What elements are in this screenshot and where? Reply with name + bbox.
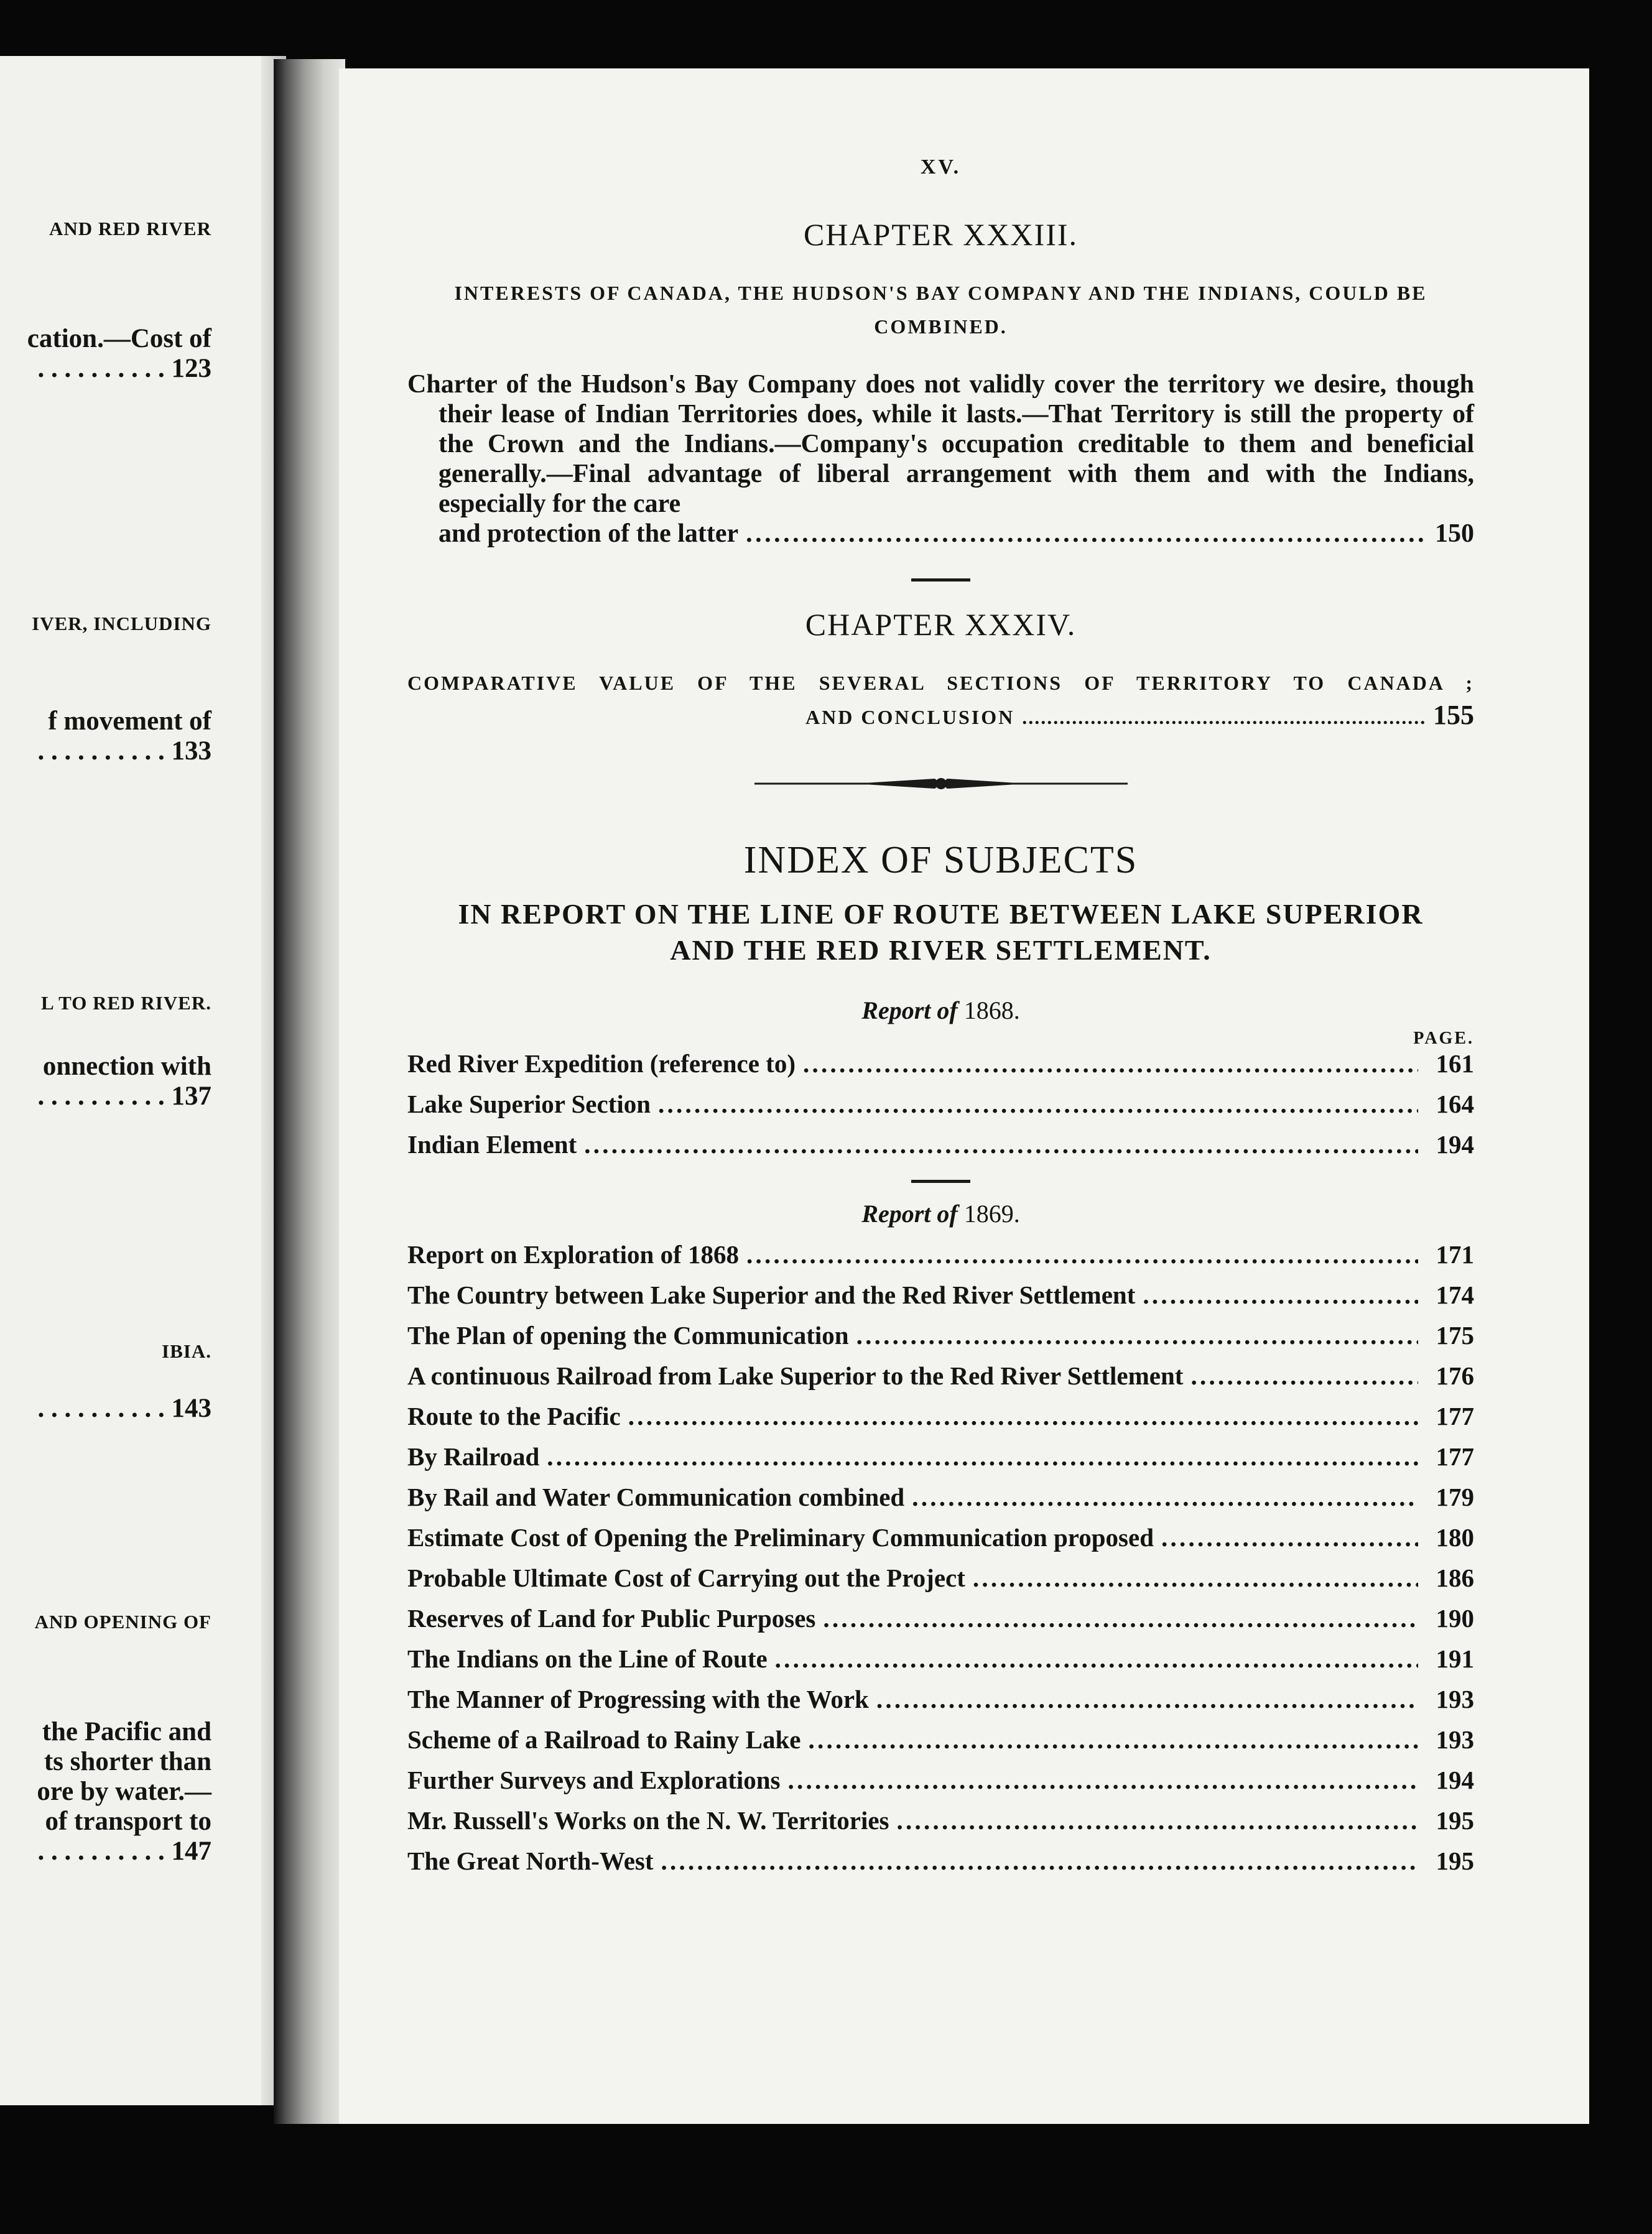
dot-leader <box>658 1084 1418 1124</box>
index-entry <box>407 1084 1474 1124</box>
index-entry-title: Probable Ultimate Cost of Carrying out the Project <box>407 1564 965 1592</box>
index-entry-page: 190 <box>1436 1604 1474 1633</box>
left-page-line: AND OPENING OF <box>34 1611 211 1633</box>
index-entry-title: Further Surveys and Explorations <box>407 1766 781 1794</box>
index-entry-page: 191 <box>1436 1644 1474 1673</box>
index-entry-page: 194 <box>1436 1130 1474 1159</box>
left-page-line: . . . . . . . . . . 137 <box>37 1082 211 1111</box>
chapter-34-subtitle-line2-text: AND CONCLUSION <box>805 706 1015 728</box>
dot-leader <box>856 1315 1418 1356</box>
dot-leader <box>628 1396 1418 1437</box>
index-entry <box>407 1801 1474 1841</box>
index-entry-page: 164 <box>1436 1090 1474 1118</box>
index-entry-title: By Railroad <box>407 1442 540 1471</box>
index-entry <box>407 1679 1474 1720</box>
index-entry-title: A continuous Railroad from Lake Superior to the Red River Settlement <box>407 1361 1184 1390</box>
index-entry-page: 177 <box>1436 1402 1474 1430</box>
index-entry <box>407 1275 1474 1315</box>
dot-leader <box>788 1760 1418 1801</box>
index-entry-title: Indian Element <box>407 1130 577 1159</box>
dot-leader <box>808 1720 1418 1760</box>
page-column-label: PAGE. <box>1413 1029 1474 1048</box>
page-content <box>407 155 1474 1881</box>
left-page-line: L TO RED RIVER. <box>41 992 211 1014</box>
index-section <box>407 838 1474 1881</box>
dot-leader <box>1022 702 1426 733</box>
index-subtitle-line2: AND THE RED RIVER SETTLEMENT. <box>670 934 1212 966</box>
chapter-34-section <box>407 606 1474 733</box>
index-entry <box>407 1477 1474 1518</box>
chapter-33-title: CHAPTER XXXIII. <box>803 217 1079 252</box>
index-entry <box>407 1518 1474 1558</box>
section-divider <box>911 578 970 582</box>
dot-leader <box>897 1801 1418 1841</box>
index-entry-title: The Great North-West <box>407 1847 654 1875</box>
dot-leader <box>584 1124 1418 1165</box>
dot-leader <box>746 519 1427 549</box>
dot-leader <box>1161 1518 1418 1558</box>
index-entry-page: 175 <box>1436 1321 1474 1350</box>
chapter-34-subtitle-line1: COMPARATIVE VALUE OF THE SEVERAL SECTIONS OF TERRITORY TO CANADA ; <box>407 672 1474 694</box>
index-entry <box>407 1720 1474 1760</box>
dot-leader <box>823 1598 1418 1639</box>
index-entry-page: 177 <box>1436 1442 1474 1471</box>
index-entry-page: 195 <box>1436 1806 1474 1835</box>
left-page-line: f movement of <box>48 707 211 736</box>
report-1869-heading <box>407 1199 1474 1228</box>
index-entry-page: 194 <box>1436 1766 1474 1794</box>
dot-leader <box>1143 1275 1418 1315</box>
left-page-line: cation.—Cost of <box>27 324 211 353</box>
ornament-divider-icon <box>754 771 1128 796</box>
index-entry-title: By Rail and Water Communication combined <box>407 1483 905 1511</box>
report-1869-entries <box>407 1235 1474 1881</box>
index-entry-title: Lake Superior Section <box>407 1090 651 1118</box>
index-entry <box>407 1760 1474 1801</box>
index-entry-title: The Plan of opening the Communication <box>407 1321 849 1350</box>
chapter-33-body: Charter of the Hudson's Bay Company does not validly cover the territory we desire, though their lease of Indian Territories does, while it lasts.—That Territory is still the property of the Crown and the Indians.—Company's occupation creditable to them and beneficial generally.—Final advantage of liberal arrangement with them and with the Indians, especially for the care <box>407 370 1474 518</box>
index-entry-title: Scheme of a Railroad to Rainy Lake <box>407 1725 801 1754</box>
dot-leader <box>661 1841 1418 1881</box>
index-entry-title: Red River Expedition (reference to) <box>407 1049 796 1078</box>
index-entry-page: 186 <box>1436 1564 1474 1592</box>
dot-leader <box>746 1235 1418 1275</box>
index-entry-title: The Manner of Progressing with the Work <box>407 1685 869 1713</box>
left-page-line: of transport to <box>45 1807 211 1836</box>
report-1869-label: Report of <box>861 1200 958 1228</box>
chapter-34-page: 155 <box>1433 700 1474 730</box>
index-entry-title: Route to the Pacific <box>407 1402 621 1430</box>
chapter-34-title: CHAPTER XXXIV. <box>805 607 1077 642</box>
left-page-line: . . . . . . . . . . 147 <box>37 1837 211 1866</box>
index-entry-page: 180 <box>1436 1523 1474 1552</box>
left-page-fragment <box>0 56 286 2105</box>
index-entry-title: The Country between Lake Superior and the Red River Settlement <box>407 1281 1136 1309</box>
index-entry-page: 176 <box>1436 1361 1474 1390</box>
dot-leader <box>973 1558 1418 1598</box>
index-entry <box>407 1639 1474 1679</box>
right-page <box>339 68 1589 2124</box>
page-number: XV. <box>920 155 962 178</box>
report-1868-label: Report of <box>861 996 958 1024</box>
index-entry-title: Reserves of Land for Public Purposes <box>407 1604 816 1633</box>
chapter-33-section <box>407 216 1474 549</box>
index-title: INDEX OF SUBJECTS <box>743 839 1138 881</box>
left-page-line: IBIA. <box>162 1340 211 1362</box>
index-entry-page: 179 <box>1436 1483 1474 1511</box>
index-subtitle <box>407 896 1474 968</box>
left-page-line: AND RED RIVER <box>49 218 211 239</box>
index-entry <box>407 1558 1474 1598</box>
report-1868-entries <box>407 1044 1474 1165</box>
report-1868-year: 1868. <box>963 996 1020 1024</box>
left-page-line: onnection with <box>42 1052 211 1081</box>
chapter-33-last-line-text: and protection of the latter <box>439 519 739 548</box>
index-entry-title: The Indians on the Line of Route <box>407 1644 768 1673</box>
chapter-33-last-line <box>407 519 1474 549</box>
index-entry <box>407 1235 1474 1275</box>
left-page-line: ore by water.— <box>37 1777 211 1806</box>
chapter-33-page: 150 <box>1435 519 1474 548</box>
index-entry <box>407 1124 1474 1165</box>
left-page-line: . . . . . . . . . . 143 <box>37 1394 211 1423</box>
index-entry-page: 193 <box>1436 1725 1474 1754</box>
chapter-33-subtitle: INTERESTS OF CANADA, THE HUDSON'S BAY COMPANY AND THE INDIANS, COULD BE COMBINED. <box>454 282 1427 338</box>
dot-leader <box>1190 1356 1418 1396</box>
left-page-line: IVER, INCLUDING <box>32 613 211 634</box>
index-subtitle-line1: IN REPORT ON THE LINE OF ROUTE BETWEEN LAKE SUPERIOR <box>458 898 1424 930</box>
index-entry-title: Report on Exploration of 1868 <box>407 1240 739 1269</box>
index-entry-page: 195 <box>1436 1847 1474 1875</box>
chapter-34-subtitle-line2 <box>407 700 1474 733</box>
dot-leader <box>547 1437 1418 1477</box>
left-page-line: ts shorter than <box>44 1747 211 1776</box>
index-entry-page: 174 <box>1436 1281 1474 1309</box>
book-spine <box>274 59 345 2124</box>
index-entry <box>407 1437 1474 1477</box>
index-entry-title: Estimate Cost of Opening the Preliminary Communication proposed <box>407 1523 1154 1552</box>
index-entry <box>407 1396 1474 1437</box>
left-page-line: . . . . . . . . . . 133 <box>37 736 211 766</box>
report-1869-year: 1869. <box>963 1200 1020 1228</box>
dot-leader <box>912 1477 1418 1518</box>
dot-leader <box>876 1679 1418 1720</box>
index-entry <box>407 1356 1474 1396</box>
index-entry <box>407 1841 1474 1881</box>
index-entry-title: Mr. Russell's Works on the N. W. Territories <box>407 1806 889 1835</box>
dot-leader <box>803 1044 1418 1084</box>
index-entry <box>407 1598 1474 1639</box>
report-1868-heading <box>407 996 1474 1025</box>
left-page-line: the Pacific and <box>42 1717 211 1746</box>
index-entry-page: 161 <box>1436 1049 1474 1078</box>
index-entry-page: 171 <box>1436 1240 1474 1269</box>
index-entry <box>407 1044 1474 1084</box>
index-entry-page: 193 <box>1436 1685 1474 1713</box>
index-entry <box>407 1315 1474 1356</box>
dot-leader <box>775 1639 1418 1679</box>
left-page-line: . . . . . . . . . . 123 <box>37 354 211 383</box>
report-divider <box>911 1180 970 1183</box>
